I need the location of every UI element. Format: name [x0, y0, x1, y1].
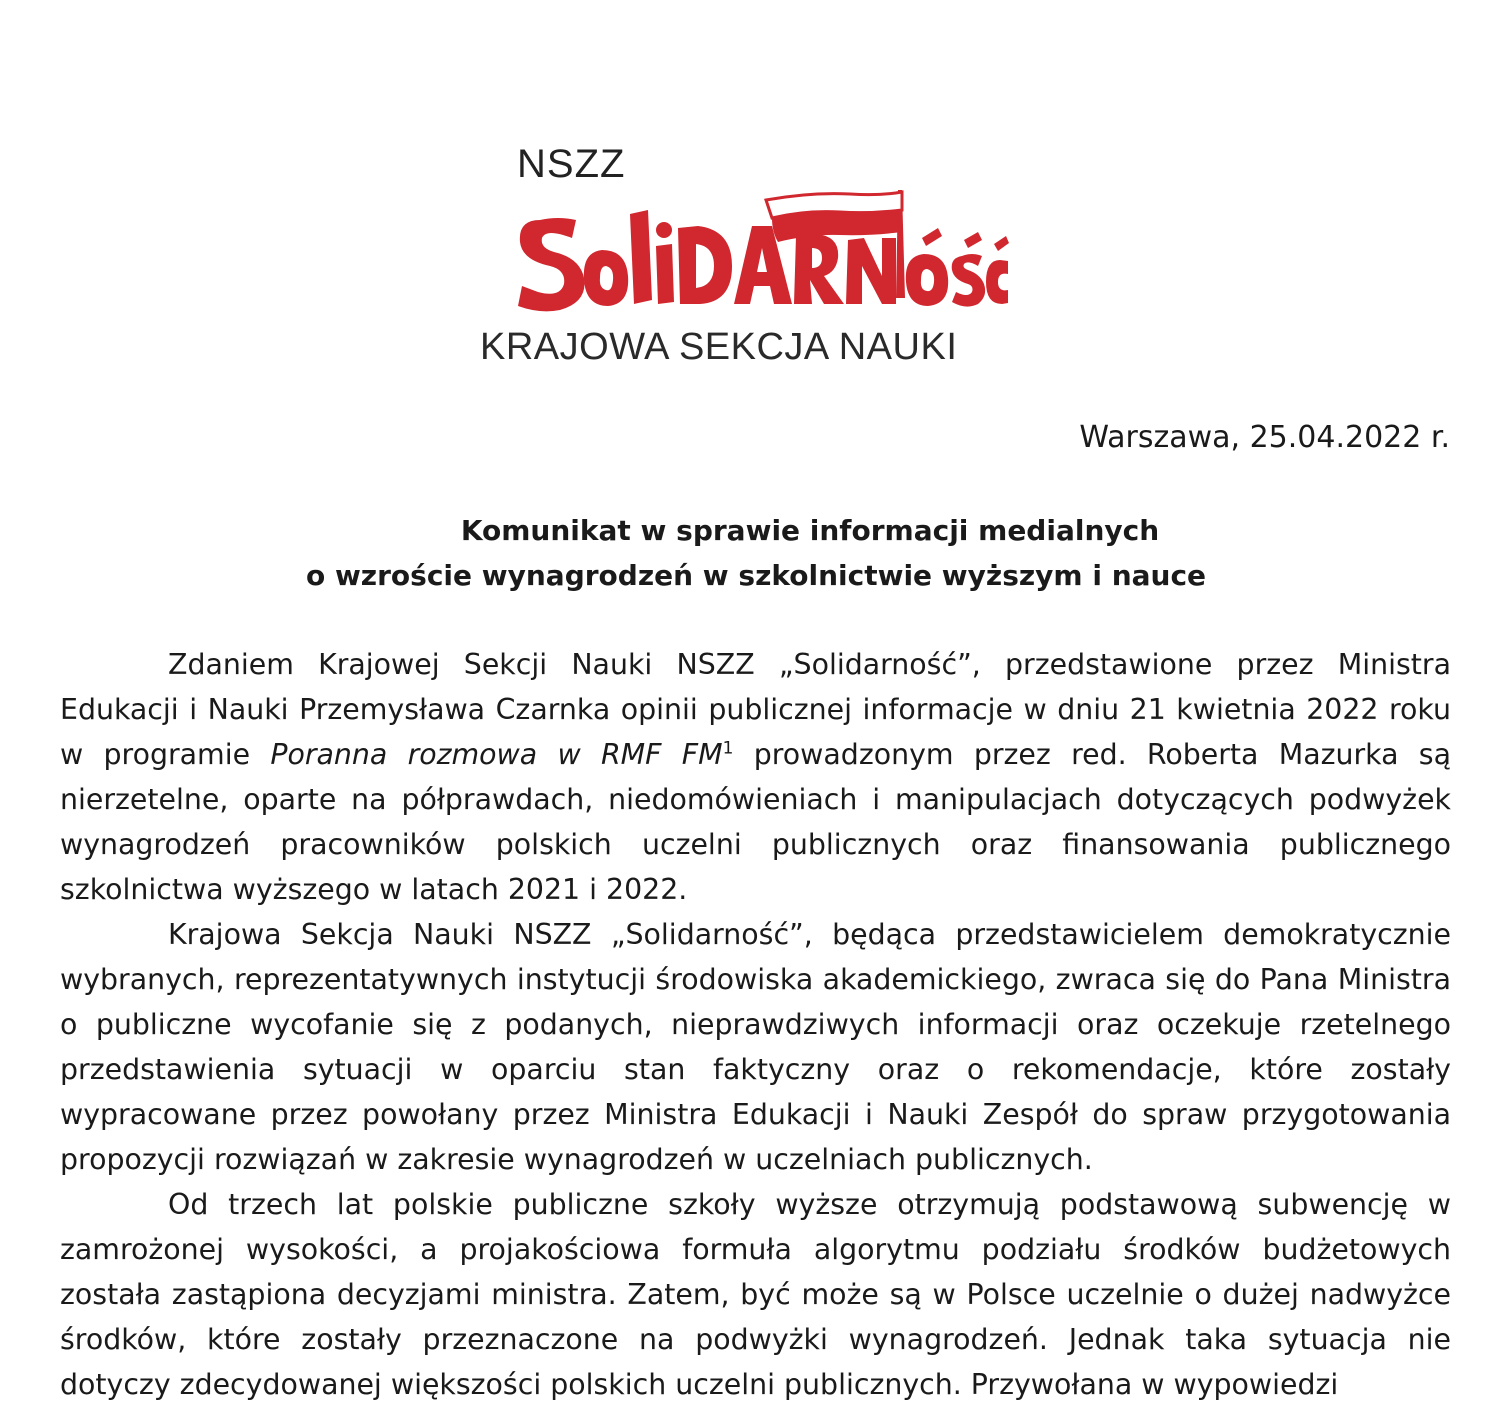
- paragraph-2: Krajowa Sekcja Nauki NSZZ „Solidarność”, będąca przedstawicielem demokratycznie wybranych, reprezentatywnych instytucji środowiska akademickiego, zwraca się do Pana Ministra o publiczne wycofanie się z podanych, nieprawdziwych informacji oraz oczekuje rzetelnego przedstawienia sytuacji w oparciu stan faktyczny oraz o rekomendacje, które zostały wypracowane przez powołany przez Ministra Edukacji i Nauki Zespół do spraw przygotowania propozycji rozwiązań w zakresie wynagrodzeń w uczelniach publicznych.: [60, 918, 1451, 1176]
- document-date: Warszawa, 25.04.2022 r.: [1079, 420, 1450, 455]
- logo-nszz-text: NSZZ: [517, 142, 626, 186]
- program-name: Poranna rozmowa w RMF FM: [270, 738, 723, 771]
- solidarnosc-wordmark-icon: [510, 180, 1010, 320]
- footnote-marker[interactable]: 1: [722, 738, 734, 759]
- document-body: [60, 642, 1451, 1407]
- paragraph-1-text-b: prowadzonym przez red. Roberta Mazurka są nierzetelne, oparte na półprawdach, niedomówieniach i manipulacjach dotyczących podwyżek wynagrodzeń pracowników polskich uczelni publicznych oraz finansowania publicznego szkolnictwa wyższego w latach 2021 i 2022.: [60, 738, 1451, 906]
- logo-subtitle-text: KRAJOWA SEKCJA NAUKI: [480, 326, 958, 368]
- document-title-line-2: o wzroście wynagrodzeń w szkolnictwie wyższym i nauce: [305, 559, 1207, 592]
- paragraph-1-text-a: Zdaniem Krajowej Sekcji Nauki NSZZ „Solidarność”, przedstawione przez Ministra Edukacji i Nauki Przemysława Czarnka opinii publicznej informacje w dniu 21 kwietnia 2022 roku w programie: [60, 648, 1451, 771]
- paragraph-3: Od trzech lat polskie publiczne szkoły wyższe otrzymują podstawową subwencję w zamrożonej wysokości, a projakościowa formuła algorytmu podziału środków budżetowych została zastąpiona decyzjami ministra. Zatem, być może są w Polsce uczelnie o dużej nadwyżce środków, które zostały przeznaczone na podwyżki wynagrodzeń. Jednak taka sytuacja nie dotyczy zdecydowanej większości polskich uczelni publicznych. Przywołana w wypowiedzi: [60, 1188, 1451, 1401]
- paragraph-1: [60, 642, 1451, 912]
- document-title-line-1: Komunikat w sprawie informacji medialnych: [460, 514, 1160, 547]
- solidarnosc-logo: [470, 130, 1050, 380]
